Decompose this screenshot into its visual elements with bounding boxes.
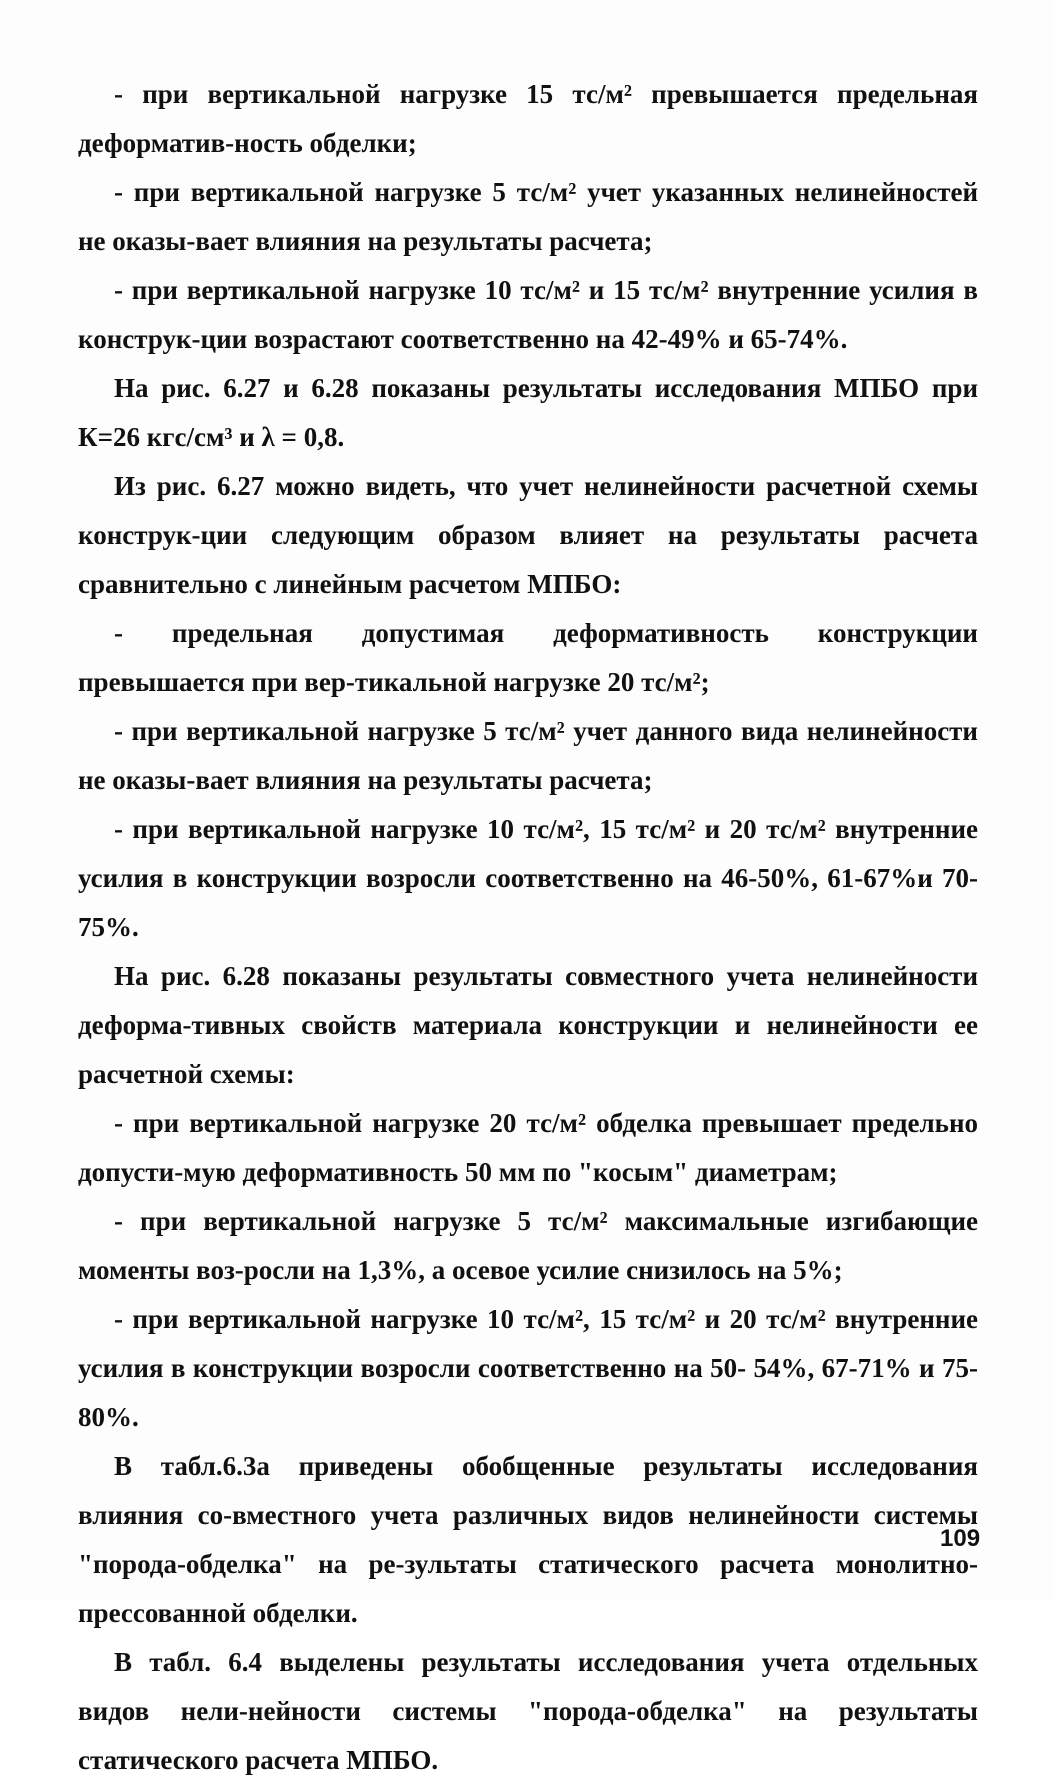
paragraph-4: На рис. 6.27 и 6.28 показаны результаты исследования МПБО при К=26 кгс/см³ и λ = 0,8. bbox=[78, 373, 978, 452]
paragraph-12: - при вертикальной нагрузке 10 тс/м², 15 тс/м² и 20 тс/м² внутренние усилия в конструкции возросли соответственно на 50- 54%, 67-71% и 75-80%. bbox=[78, 1304, 978, 1432]
paragraph-5: Из рис. 6.27 можно видеть, что учет нелинейности расчетной схемы конструк-ции следующим образом влияет на результаты расчета сравнительно с линейным расчетом МПБО: bbox=[78, 471, 978, 599]
paragraph-2: - при вертикальной нагрузке 5 тс/м² учет указанных нелинейностей не оказы-вает влияния на результаты расчета; bbox=[78, 177, 978, 256]
paragraph-14: В табл. 6.4 выделены результаты исследования учета отдельных видов нели-нейности системы "порода-обделка" на результаты статического расчета МПБО. bbox=[78, 1647, 978, 1775]
paragraph-13: В табл.6.3а приведены обобщенные результаты исследования влияния со-вместного учета различных видов нелинейности системы "порода-обделка" на ре-зультаты статического расчета монолитно-прессованной обделки. bbox=[78, 1451, 978, 1628]
paragraph-3: - при вертикальной нагрузке 10 тс/м² и 15 тс/м² внутренние усилия в конструк-ции возрастают соответственно на 42-49% и 65-74%. bbox=[78, 275, 978, 354]
body-text bbox=[78, 70, 981, 1785]
paragraph-11: - при вертикальной нагрузке 5 тс/м² максимальные изгибающие моменты воз-росли на 1,3%, а осевое усилие снизилось на 5%; bbox=[78, 1206, 978, 1285]
paragraph-8: - при вертикальной нагрузке 10 тс/м², 15 тс/м² и 20 тс/м² внутренние усилия в конструкции возросли соответственно на 46-50%, 61-67%и 70-75%. bbox=[78, 814, 978, 942]
paragraph-10: - при вертикальной нагрузке 20 тс/м² обделка превышает предельно допусти-мую деформативность 50 мм по "косым" диаметрам; bbox=[78, 1108, 978, 1187]
page-number: 109 bbox=[940, 1525, 981, 1552]
paragraph-6: - предельная допустимая деформативность конструкции превышается при вер-тикальной нагрузке 20 тс/м²; bbox=[78, 618, 978, 697]
paragraph-9: На рис. 6.28 показаны результаты совместного учета нелинейности деформа-тивных свойств материала конструкции и нелинейности ее расчетной схемы: bbox=[78, 961, 978, 1089]
paragraph-1: - при вертикальной нагрузке 15 тс/м² превышается предельная деформатив-ность обделки; bbox=[78, 79, 978, 158]
paragraph-7: - при вертикальной нагрузке 5 тс/м² учет данного вида нелинейности не оказы-вает влияния на результаты расчета; bbox=[78, 716, 978, 795]
